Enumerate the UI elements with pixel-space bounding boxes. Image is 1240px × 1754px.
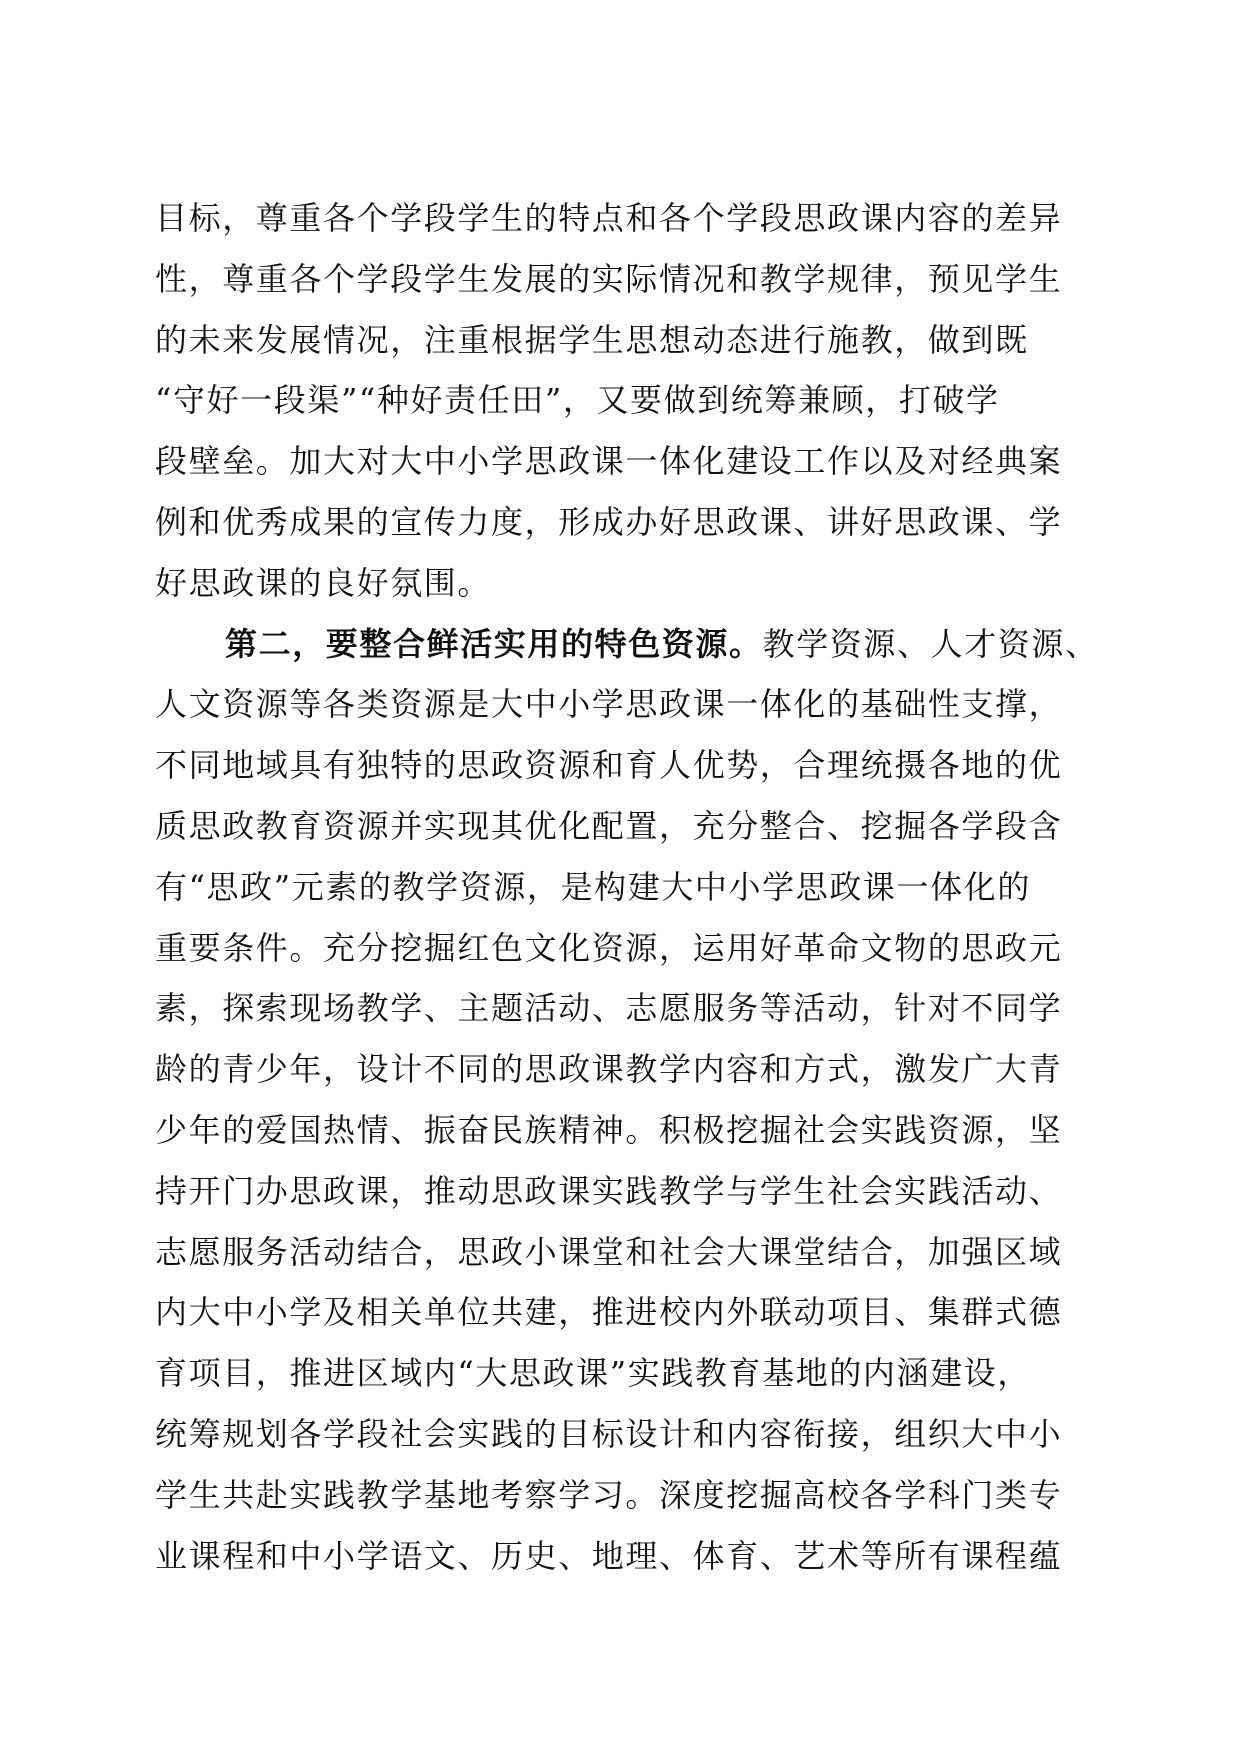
paragraph-2 xyxy=(155,614,1115,1587)
text-line: 目标，尊重各个学段学生的特点和各个学段思政课内容的差异 xyxy=(155,199,1063,237)
text-line: 学生共赴实践教学基地考察学习。深度挖掘高校各学科门类专 xyxy=(155,1475,1063,1514)
text-line: 重要条件。充分挖掘红色文化资源，运用好革命文物的思政元 xyxy=(155,928,1063,967)
paragraph-2-first-line xyxy=(155,614,1115,675)
text-line: 持开门办思政课，推动思政课实践教学与学生社会实践活动、 xyxy=(155,1171,1063,1210)
text-line: 志愿服务活动结合，思政小课堂和社会大课堂结合，加强区域 xyxy=(155,1232,1063,1271)
paragraph-1 xyxy=(155,188,1115,614)
text-line: 性，尊重各个学段学生发展的实际情况和教学规律，预见学生 xyxy=(155,259,1063,298)
text-line: 龄的青少年，设计不同的思政课教学内容和方式，激发广大青 xyxy=(155,1050,1063,1089)
text-line: 质思政教育资源并实现其优化配置，充分整合、挖掘各学段含 xyxy=(155,806,1063,845)
text-line: 好思政课的良好氛围。 xyxy=(155,563,492,602)
text-line: 内大中小学及相关单位共建，推进校内外联动项目、集群式德 xyxy=(155,1293,1063,1332)
text-line: 素，探索现场教学、主题活动、志愿服务等活动，针对不同学 xyxy=(155,989,1063,1028)
text-line: 统筹规划各学段社会实践的目标设计和内容衔接，组织大中小 xyxy=(155,1414,1063,1453)
document-body xyxy=(155,188,1115,1586)
text-line: 不同地域具有独特的思政资源和育人优势，合理统摄各地的优 xyxy=(155,746,1063,785)
text-line: 育项目，推进区域内“大思政课”实践教育基地的内涵建设， xyxy=(155,1354,1031,1393)
text-line: “守好一段渠”“种好责任田”，又要做到统筹兼顾，打破学 xyxy=(155,381,1000,420)
text-run: 教学资源、人才资源、 xyxy=(762,624,1099,663)
text-line: 业课程和中小学语文、历史、地理、体育、艺术等所有课程蕴 xyxy=(155,1536,1063,1575)
text-line: 少年的爱国热情、振奋民族精神。积极挖掘社会实践资源，坚 xyxy=(155,1110,1063,1149)
text-line: 人文资源等各类资源是大中小学思政课一体化的基础性支撑， xyxy=(155,685,1063,724)
text-line: 段壁垒。加大对大中小学思政课一体化建设工作以及对经典案 xyxy=(155,442,1063,481)
section-heading: 第二，要整合鲜活实用的特色资源。 xyxy=(225,624,763,663)
text-line: 的未来发展情况，注重根据学生思想动态进行施教，做到既 xyxy=(155,320,1029,359)
text-line: 例和优秀成果的宣传力度，形成办好思政课、讲好思政课、学 xyxy=(155,502,1063,541)
text-line: 有“思政”元素的教学资源，是构建大中小学思政课一体化的 xyxy=(155,867,1031,906)
